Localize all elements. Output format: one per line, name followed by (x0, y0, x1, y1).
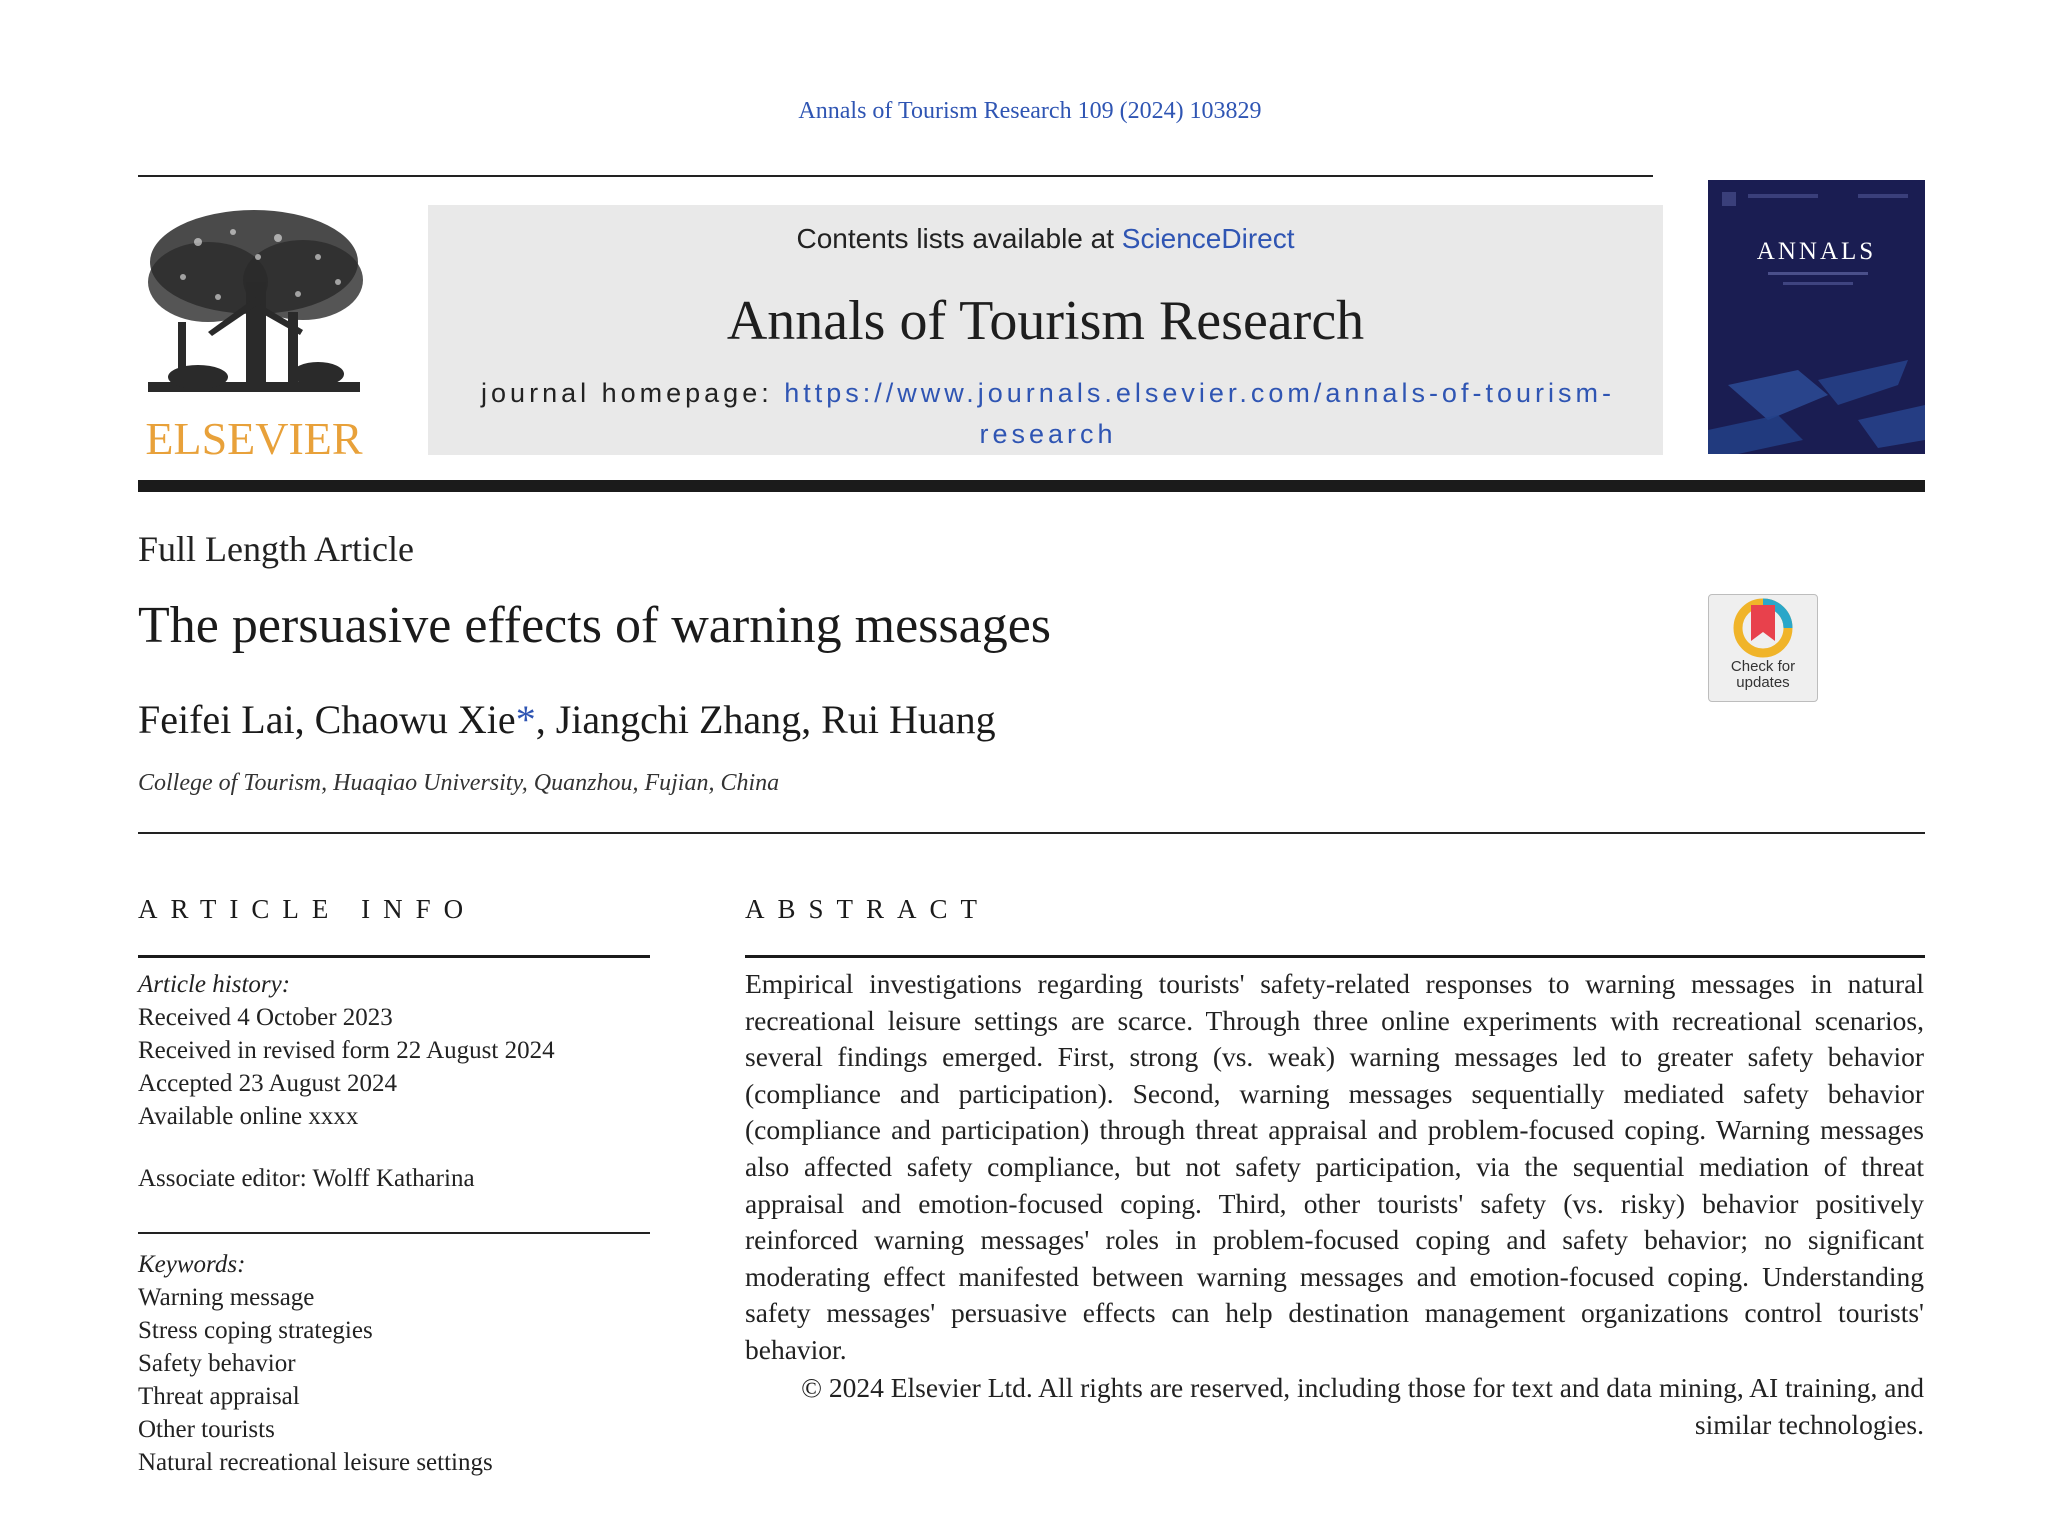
abstract-body: Empirical investigations regarding tourists' safety-related responses to warning messages in natural recreational leisure settings are scarce. Through three online experiments with recreational scenarios, several findings emerged. First, strong (vs. weak) warning messages led to greater safety behavior (compliance and participation). Second, warning messages sequentially mediated safety behavior (compliance and participation) through threat appraisal and problem-focused coping. Warning messages also affected safety compliance, but not safety participation, via the sequential mediation of threat appraisal and emotion-focused coping. Third, other tourists' safety (vs. risky) behavior positively reinforced warning messages' roles in problem-focused coping and safety behavior; no significant moderating effect manifested between warning messages and emotion-focused coping. Understanding safety messages' persuasive effects can help destination management organizations control tourists' behavior. (745, 968, 1924, 1365)
author-list (138, 696, 996, 743)
keyword-item: Natural recreational leisure settings (138, 1449, 493, 1476)
history-item: Received in revised form 22 August 2024 (138, 1037, 555, 1064)
article-info-heading: ARTICLE INFO (138, 894, 477, 924)
corresponding-author-link[interactable]: * (515, 697, 536, 742)
sciencedirect-link[interactable]: ScienceDirect (1121, 223, 1295, 254)
keyword-item: Stress coping strategies (138, 1317, 373, 1344)
keywords-list (138, 1248, 493, 1479)
elsevier-logo[interactable] (138, 202, 370, 464)
keyword-item: Threat appraisal (138, 1383, 300, 1410)
keyword-item: Safety behavior (138, 1350, 296, 1377)
header-thick-divider (138, 480, 1925, 492)
keyword-item: Other tourists (138, 1416, 275, 1443)
article-history (138, 968, 555, 1133)
check-for-updates-button[interactable] (1708, 594, 1818, 702)
journal-name: Annals of Tourism Research (726, 290, 1365, 352)
authors-rest: , Jiangchi Zhang, Rui Huang (535, 697, 996, 742)
journal-citation[interactable]: Annals of Tourism Research 109 (2024) 103829 (798, 98, 1262, 124)
section-divider (138, 832, 1925, 834)
homepage-label: journal homepage: (481, 378, 785, 408)
associate-editor: Associate editor: Wolff Katharina (138, 1165, 475, 1192)
history-label: Article history: (138, 971, 291, 998)
keywords-divider (138, 1232, 650, 1234)
elsevier-tree-logo-icon (138, 202, 370, 407)
history-item: Accepted 23 August 2024 (138, 1070, 397, 1097)
history-item: Received 4 October 2023 (138, 1004, 393, 1031)
journal-cover[interactable] (1708, 180, 1925, 454)
abstract-heading: ABSTRACT (745, 894, 991, 924)
elsevier-wordmark: ELSEVIER (145, 413, 363, 464)
abstract-divider (745, 955, 1925, 958)
keyword-item: Warning message (138, 1284, 315, 1311)
authors-first: Feifei Lai, Chaowu Xie (138, 697, 516, 742)
copyright-notice: © 2024 Elsevier Ltd. All rights are reserved, including those for text and data mining, AI training, and similar technologies. (801, 1372, 1924, 1440)
check-for-updates-label: Check for updates (1730, 658, 1796, 691)
affiliation: College of Tourism, Huaqiao University, Quanzhou, Fujian, China (138, 770, 780, 796)
contents-prefix: Contents lists available at (796, 223, 1122, 254)
keywords-label: Keywords: (138, 1251, 246, 1278)
article-type: Full Length Article (138, 529, 414, 569)
homepage-link[interactable]: https://www.journals.elsevier.com/annals-of-tourism-research (784, 378, 1615, 449)
check-for-updates-icon (1709, 595, 1817, 659)
article-title: The persuasive effects of warning messages (138, 597, 1052, 654)
contents-line (428, 223, 1663, 255)
journal-banner (428, 205, 1663, 455)
cover-artwork-icon (1708, 180, 1925, 454)
top-divider (138, 175, 1653, 177)
journal-homepage (468, 373, 1628, 455)
article-info-divider (138, 955, 650, 958)
cover-title: ANNALS (1756, 238, 1877, 265)
history-item: Available online xxxx (138, 1103, 359, 1130)
